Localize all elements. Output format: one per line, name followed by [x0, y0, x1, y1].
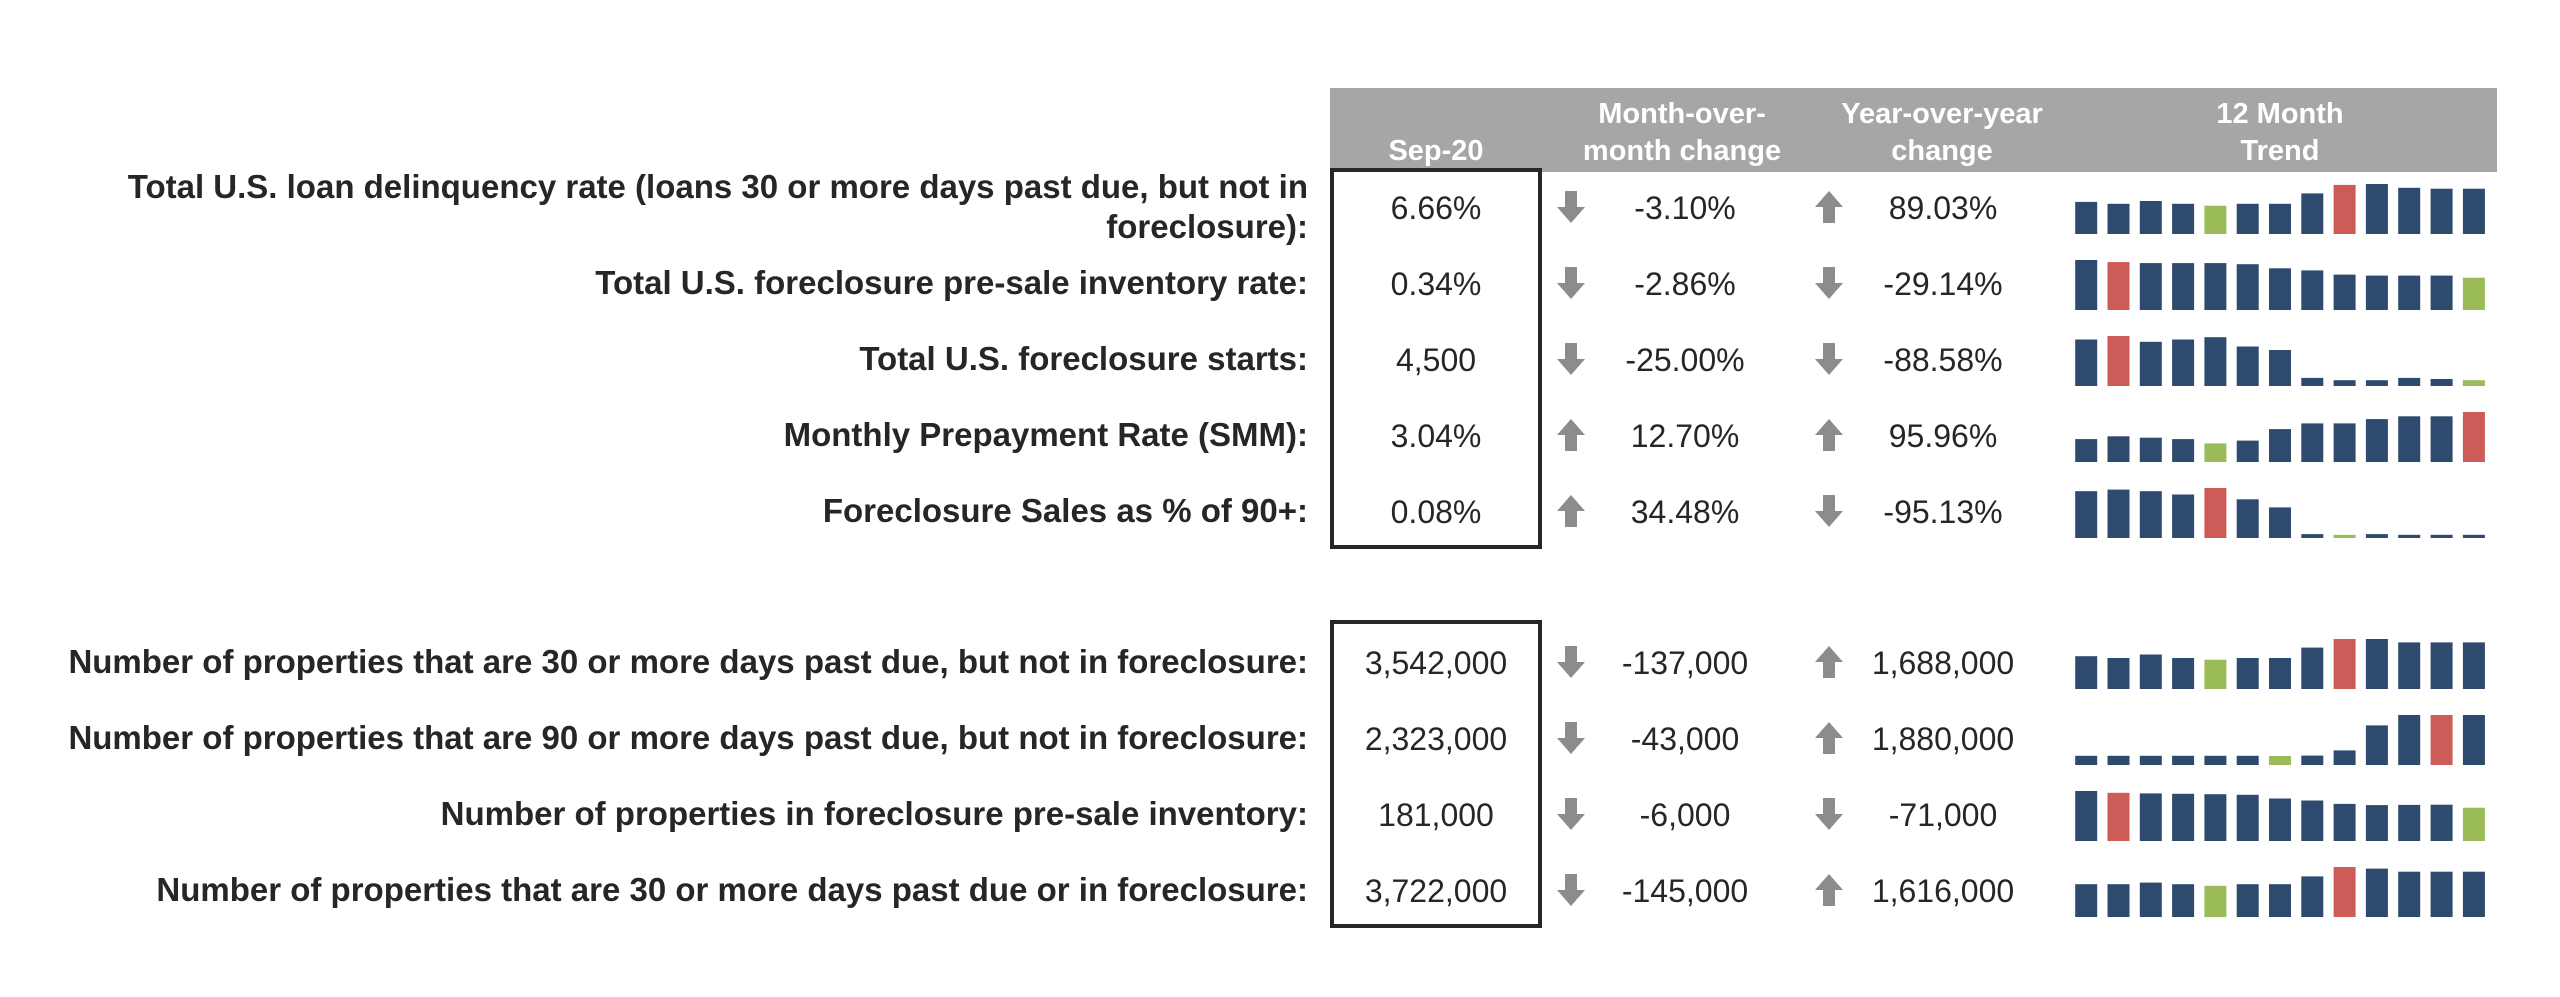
trend-bar	[2334, 380, 2356, 386]
trend-bar	[2431, 642, 2453, 689]
trend-bar	[2075, 656, 2097, 689]
trend-bar	[2334, 867, 2356, 917]
trend-bar	[2463, 715, 2485, 765]
arrow-up-icon	[1556, 493, 1586, 529]
trend-bar	[2334, 750, 2356, 765]
trend-bar	[2463, 189, 2485, 234]
trend-bar	[2301, 756, 2323, 765]
trend-bar	[2301, 423, 2323, 462]
trend-bar	[2108, 490, 2130, 538]
trend-bar	[2237, 441, 2259, 462]
trend-bar	[2204, 660, 2226, 689]
trend-bar	[2204, 756, 2226, 765]
trend-bar	[2301, 270, 2323, 310]
trend-bar	[2075, 202, 2097, 234]
trend-bar	[2108, 793, 2130, 841]
trend-bar	[2172, 439, 2194, 462]
trend-bar	[2172, 263, 2194, 310]
row-yoy-prepayment-rate: 95.96%	[1888, 418, 1998, 454]
trend-bar	[2431, 379, 2453, 386]
arrow-up-icon	[1814, 720, 1844, 756]
trend-bar	[2334, 535, 2356, 538]
trend-bar	[2108, 436, 2130, 462]
row-value-prepayment-rate: 3.04%	[1390, 418, 1482, 454]
trend-bar	[2463, 642, 2485, 689]
trend-bar	[2431, 416, 2453, 462]
trend-bar	[2431, 805, 2453, 841]
trend-bar	[2075, 260, 2097, 310]
trend-bar	[2204, 263, 2226, 310]
row-value-properties-90-days: 2,323,000	[1364, 721, 1508, 757]
trend-bar	[2269, 204, 2291, 234]
trend-bar	[2075, 756, 2097, 765]
arrow-down-icon	[1814, 341, 1844, 377]
trend-bar	[2204, 206, 2226, 234]
trend-bar	[2172, 884, 2194, 917]
trend-bar	[2431, 715, 2453, 765]
trend-bar	[2334, 639, 2356, 689]
trend-bar	[2398, 378, 2420, 386]
trend-bar	[2172, 794, 2194, 841]
trend-bar	[2366, 869, 2388, 917]
arrow-up-icon	[1556, 417, 1586, 453]
trend-bar	[2237, 756, 2259, 765]
row-yoy-delinquency-rate: 89.03%	[1888, 190, 1998, 226]
row-value-properties-30-days: 3,542,000	[1364, 645, 1508, 681]
trend-bar	[2075, 791, 2097, 841]
arrow-down-icon	[1556, 189, 1586, 225]
trend-bar	[2269, 507, 2291, 538]
trend-bar	[2237, 499, 2259, 538]
row-value-foreclosure-inventory-rate: 0.34%	[1390, 266, 1482, 302]
trend-bar	[2269, 268, 2291, 310]
trend-bar	[2431, 189, 2453, 234]
trend-bar	[2334, 185, 2356, 234]
arrow-up-icon	[1814, 417, 1844, 453]
header-12-month-trend: 12 Month Trend	[2216, 98, 2344, 167]
row-label-properties-preforeclosure: Number of properties in foreclosure pre-sale inventory:	[440, 795, 1308, 832]
trend-bar	[2140, 342, 2162, 386]
trend-bar	[2140, 491, 2162, 538]
row-value-delinquency-rate: 6.66%	[1390, 190, 1482, 226]
arrow-up-icon	[1814, 189, 1844, 225]
trend-bar	[2398, 535, 2420, 538]
row-yoy-properties-30-or-foreclosure: 1,616,000	[1871, 873, 2015, 909]
sparkline-foreclosure-starts	[2070, 330, 2490, 390]
row-mom-foreclosure-sales: 34.48%	[1630, 494, 1740, 530]
trend-bar	[2140, 438, 2162, 462]
trend-bar	[2463, 872, 2485, 917]
trend-bar	[2398, 715, 2420, 765]
header-month-over-month: Month-over- month change	[1582, 98, 1782, 167]
row-mom-foreclosure-starts: -25.00%	[1625, 342, 1745, 378]
trend-bar	[2301, 801, 2323, 842]
trend-bar	[2366, 276, 2388, 310]
row-label-delinquency-rate: Total U.S. loan delinquency rate (loans 30 or more days past due, but not in foreclosure):	[127, 168, 1308, 245]
trend-bar	[2269, 799, 2291, 842]
trend-bar	[2237, 264, 2259, 310]
row-label-foreclosure-inventory-rate: Total U.S. foreclosure pre-sale inventory rate:	[595, 264, 1308, 301]
trend-bar	[2334, 275, 2356, 310]
arrow-down-icon	[1814, 265, 1844, 301]
sparkline-delinquency-rate	[2070, 178, 2490, 238]
trend-bar	[2366, 419, 2388, 462]
row-value-foreclosure-sales: 0.08%	[1390, 494, 1482, 530]
trend-bar	[2398, 642, 2420, 689]
arrow-down-icon	[1556, 796, 1586, 832]
row-label-prepayment-rate: Monthly Prepayment Rate (SMM):	[783, 416, 1308, 453]
trend-bar	[2204, 443, 2226, 462]
trend-bar	[2108, 204, 2130, 234]
trend-bar	[2301, 648, 2323, 689]
trend-bar	[2269, 884, 2291, 917]
trend-bar	[2334, 423, 2356, 462]
trend-bar	[2140, 883, 2162, 917]
trend-bar	[2366, 184, 2388, 234]
trend-bar	[2398, 276, 2420, 310]
trend-bar	[2398, 805, 2420, 841]
trend-bar	[2237, 658, 2259, 689]
trend-bar	[2301, 378, 2323, 386]
trend-bar	[2366, 805, 2388, 841]
trend-bar	[2140, 201, 2162, 234]
trend-bar	[2204, 794, 2226, 841]
trend-bar	[2301, 876, 2323, 917]
row-mom-properties-30-or-foreclosure: -145,000	[1621, 873, 1749, 909]
sparkline-properties-30-or-foreclosure	[2070, 861, 2490, 921]
trend-bar	[2237, 884, 2259, 917]
trend-bar	[2463, 535, 2485, 538]
arrow-down-icon	[1814, 796, 1844, 832]
row-yoy-foreclosure-sales: -95.13%	[1883, 494, 2003, 530]
arrow-down-icon	[1814, 493, 1844, 529]
arrow-up-icon	[1814, 872, 1844, 908]
header-current-period: Sep-20	[1388, 135, 1484, 167]
trend-bar	[2366, 534, 2388, 538]
row-yoy-foreclosure-inventory-rate: -29.14%	[1883, 266, 2003, 302]
sparkline-properties-30-days	[2070, 633, 2490, 693]
trend-bar	[2108, 756, 2130, 765]
trend-bar	[2398, 872, 2420, 917]
trend-bar	[2334, 804, 2356, 841]
trend-bar	[2366, 380, 2388, 386]
row-yoy-properties-90-days: 1,880,000	[1871, 721, 2015, 757]
arrow-down-icon	[1556, 341, 1586, 377]
trend-bar	[2108, 658, 2130, 689]
trend-bar	[2301, 193, 2323, 234]
trend-bar	[2398, 416, 2420, 462]
row-value-foreclosure-starts: 4,500	[1395, 342, 1477, 378]
trend-bar	[2237, 204, 2259, 234]
row-mom-properties-90-days: -43,000	[1630, 721, 1740, 757]
row-mom-delinquency-rate: -3.10%	[1634, 190, 1736, 226]
trend-bar	[2140, 263, 2162, 310]
sparkline-properties-90-days	[2070, 709, 2490, 769]
trend-bar	[2269, 756, 2291, 765]
trend-bar	[2172, 204, 2194, 234]
trend-bar	[2108, 336, 2130, 386]
row-mom-properties-preforeclosure: -6,000	[1639, 797, 1731, 833]
trend-bar	[2463, 380, 2485, 386]
trend-bar	[2075, 884, 2097, 917]
sparkline-foreclosure-sales	[2070, 482, 2490, 542]
trend-bar	[2237, 795, 2259, 841]
trend-bar	[2140, 793, 2162, 841]
trend-bar	[2431, 872, 2453, 917]
arrow-down-icon	[1556, 265, 1586, 301]
trend-bar	[2463, 808, 2485, 841]
row-label-properties-30-days: Number of properties that are 30 or more days past due, but not in foreclosure:	[68, 643, 1308, 680]
trend-bar	[2269, 429, 2291, 462]
row-yoy-properties-preforeclosure: -71,000	[1888, 797, 1998, 833]
trend-bar	[2301, 534, 2323, 538]
trend-bar	[2204, 337, 2226, 386]
row-label-foreclosure-starts: Total U.S. foreclosure starts:	[859, 340, 1308, 377]
trend-bar	[2172, 340, 2194, 387]
trend-bar	[2463, 412, 2485, 462]
arrow-down-icon	[1556, 720, 1586, 756]
trend-bar	[2366, 639, 2388, 689]
sparkline-properties-preforeclosure	[2070, 785, 2490, 845]
trend-bar	[2269, 658, 2291, 689]
trend-bar	[2140, 655, 2162, 690]
sparkline-foreclosure-inventory-rate	[2070, 254, 2490, 314]
sparkline-prepayment-rate	[2070, 406, 2490, 466]
trend-bar	[2075, 340, 2097, 387]
header-year-over-year: Year-over-year change	[1841, 98, 2043, 167]
row-mom-properties-30-days: -137,000	[1621, 645, 1749, 681]
trend-bar	[2269, 350, 2291, 386]
trend-bar	[2075, 491, 2097, 538]
arrow-up-icon	[1814, 644, 1844, 680]
row-mom-foreclosure-inventory-rate: -2.86%	[1634, 266, 1736, 302]
trend-bar	[2463, 278, 2485, 310]
trend-bar	[2204, 886, 2226, 917]
trend-bar	[2108, 262, 2130, 310]
trend-bar	[2075, 439, 2097, 462]
row-mom-prepayment-rate: 12.70%	[1630, 418, 1740, 454]
row-label-properties-30-or-foreclosure: Number of properties that are 30 or more days past due or in foreclosure:	[156, 871, 1308, 908]
trend-bar	[2431, 535, 2453, 538]
row-value-properties-30-or-foreclosure: 3,722,000	[1364, 873, 1508, 909]
trend-bar	[2431, 276, 2453, 310]
trend-bar	[2172, 658, 2194, 689]
arrow-down-icon	[1556, 872, 1586, 908]
trend-bar	[2108, 884, 2130, 917]
arrow-down-icon	[1556, 644, 1586, 680]
row-label-foreclosure-sales: Foreclosure Sales as % of 90+:	[822, 492, 1308, 529]
row-value-properties-preforeclosure: 181,000	[1378, 797, 1494, 833]
trend-bar	[2204, 488, 2226, 538]
trend-bar	[2172, 756, 2194, 765]
trend-bar	[2172, 495, 2194, 539]
trend-bar	[2140, 756, 2162, 765]
row-yoy-properties-30-days: 1,688,000	[1871, 645, 2015, 681]
row-yoy-foreclosure-starts: -88.58%	[1883, 342, 2003, 378]
trend-bar	[2237, 347, 2259, 387]
row-label-properties-90-days: Number of properties that are 90 or more days past due, but not in foreclosure:	[68, 719, 1308, 756]
trend-bar	[2366, 725, 2388, 765]
trend-bar	[2398, 188, 2420, 234]
